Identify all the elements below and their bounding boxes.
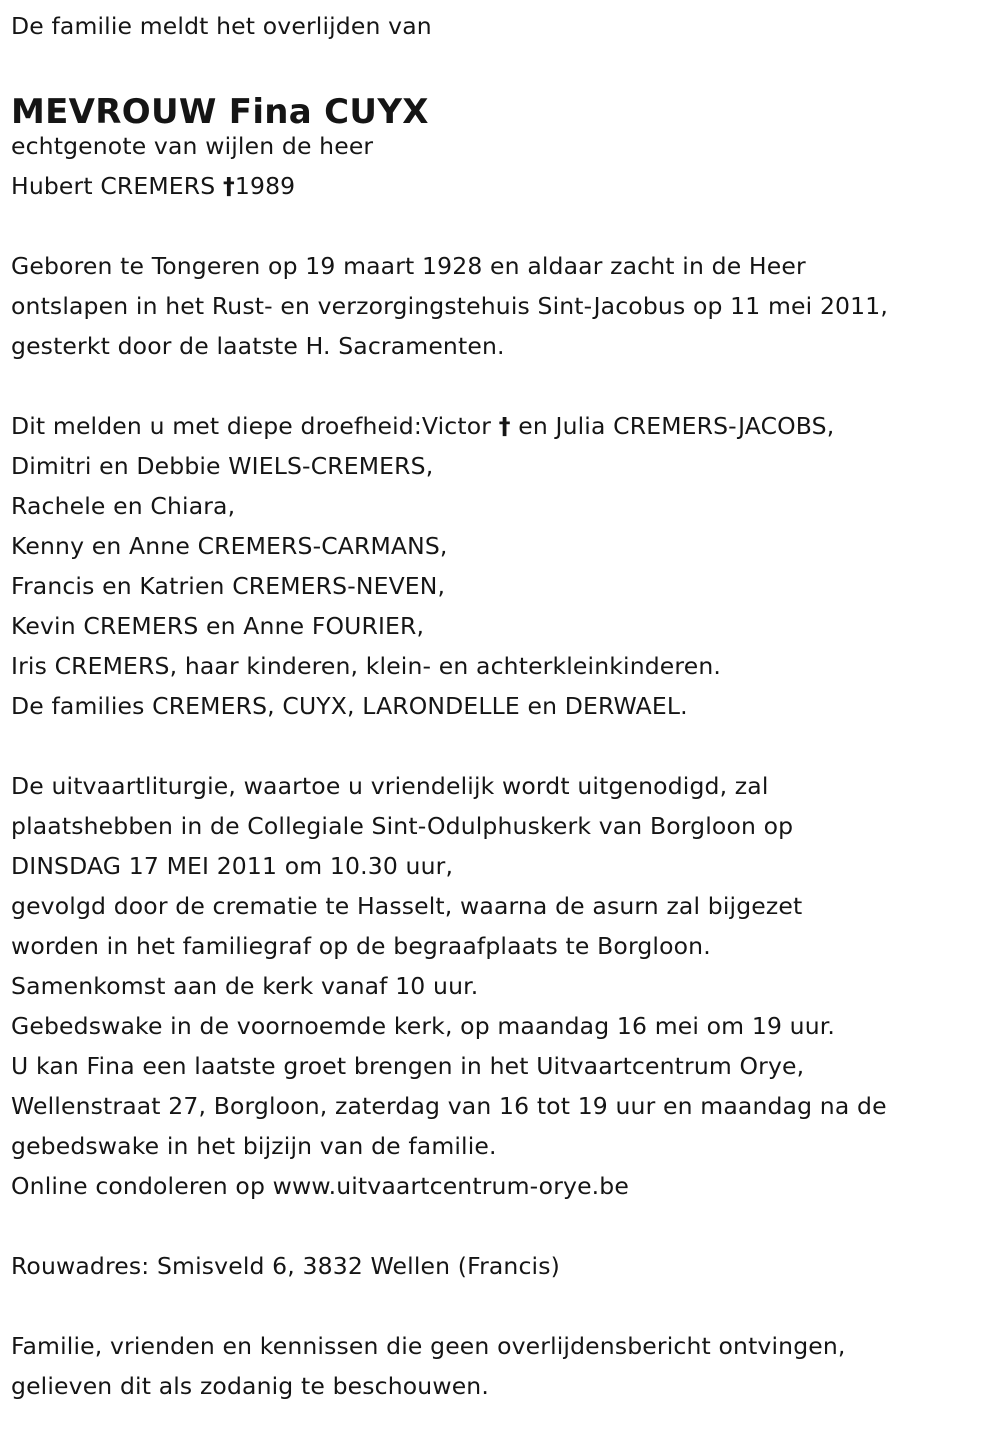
family-line: Rachele en Chiara, (11, 492, 236, 520)
cross-icon: † (498, 412, 511, 440)
mourning-address: Rouwadres: Smisveld 6, 3832 Wellen (Francis) (11, 1252, 560, 1280)
family-intro-text: Dit melden u met diepe droefheid:Victor (11, 412, 499, 440)
spouse-line-2 (11, 166, 991, 206)
paragraph-line: Familie, vrienden en kennissen die geen overlijdensbericht ontvingen, (11, 1332, 846, 1360)
paragraph-line: ontslapen in het Rust- en verzorgingstehuis Sint-Jacobus op 11 mei 2011, (11, 292, 888, 320)
family-first-names: en Julia CREMERS-JACOBS, (510, 412, 835, 440)
cross-icon: † (222, 172, 235, 200)
paragraph-line: gevolgd door de crematie te Hasselt, waarna de asurn zal bijgezet (11, 892, 803, 920)
closing-paragraph (11, 1326, 991, 1406)
paragraph-line: Wellenstraat 27, Borgloon, zaterdag van 16 tot 19 uur en maandag na de (11, 1092, 887, 1120)
deceased-name: MEVROUW Fina CUYX (11, 92, 429, 132)
spouse-name: Hubert CREMERS (11, 172, 223, 200)
paragraph-line: Geboren te Tongeren op 19 maart 1928 en aldaar zacht in de Heer (11, 252, 806, 280)
paragraph-line: gelieven dit als zodanig te beschouwen. (11, 1372, 489, 1400)
family-list (11, 406, 991, 726)
birth-death-paragraph (11, 246, 991, 366)
paragraph-line: DINSDAG 17 MEI 2011 om 10.30 uur, (11, 852, 454, 880)
paragraph-line: worden in het familiegraf op de begraafplaats te Borgloon. (11, 932, 711, 960)
condolence-website-line: Online condoleren op www.uitvaartcentrum-orye.be (11, 1172, 629, 1200)
family-line: Iris CREMERS, haar kinderen, klein- en achterkleinkinderen. (11, 652, 721, 680)
paragraph-line: U kan Fina een laatste groet brengen in het Uitvaartcentrum Orye, (11, 1052, 805, 1080)
family-line: Kenny en Anne CREMERS-CARMANS, (11, 532, 448, 560)
family-line: Dimitri en Debbie WIELS-CREMERS, (11, 452, 434, 480)
death-notice (11, 6, 991, 1406)
paragraph-line: gesterkt door de laatste H. Sacramenten. (11, 332, 505, 360)
intro-text: De familie meldt het overlijden van (11, 12, 432, 40)
funeral-paragraph (11, 766, 991, 1206)
family-line: De families CREMERS, CUYX, LARONDELLE en DERWAEL. (11, 692, 688, 720)
spouse-line-1: echtgenote van wijlen de heer (11, 132, 374, 160)
paragraph-line: gebedswake in het bijzijn van de familie. (11, 1132, 497, 1160)
paragraph-line: Gebedswake in de voornoemde kerk, op maandag 16 mei om 19 uur. (11, 1012, 836, 1040)
spouse-death-year: 1989 (234, 172, 296, 200)
paragraph-line: De uitvaartliturgie, waartoe u vriendelijk wordt uitgenodigd, zal (11, 772, 769, 800)
paragraph-line: plaatshebben in de Collegiale Sint-Odulphuskerk van Borgloon op (11, 812, 794, 840)
paragraph-line: Samenkomst aan de kerk vanaf 10 uur. (11, 972, 479, 1000)
family-line: Francis en Katrien CREMERS-NEVEN, (11, 572, 446, 600)
family-line: Kevin CREMERS en Anne FOURIER, (11, 612, 425, 640)
family-first-line (11, 406, 991, 446)
